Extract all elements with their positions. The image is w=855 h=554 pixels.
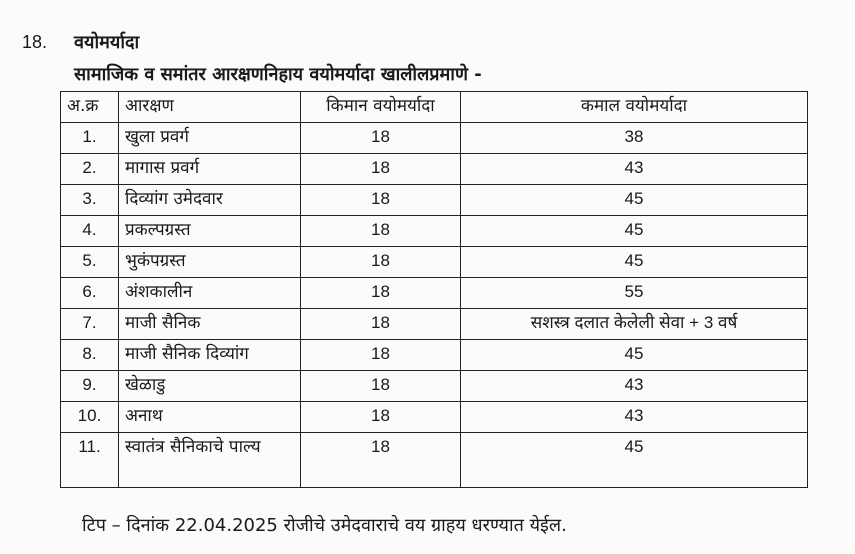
table-row xyxy=(61,340,808,371)
table-row xyxy=(61,185,808,216)
row-category: स्वातंत्र सैनिकाचे पाल्य xyxy=(119,433,301,488)
row-min-age: 18 xyxy=(301,433,461,488)
table-row xyxy=(61,371,808,402)
row-category: माजी सैनिक दिव्यांग xyxy=(119,340,301,371)
row-category: खेळाडु xyxy=(119,371,301,402)
row-serial: 5. xyxy=(61,247,119,278)
row-category: प्रकल्पग्रस्त xyxy=(119,216,301,247)
row-min-age: 18 xyxy=(301,278,461,309)
row-min-age: 18 xyxy=(301,247,461,278)
row-serial: 2. xyxy=(61,154,119,185)
row-max-age: 43 xyxy=(461,154,808,185)
row-serial: 6. xyxy=(61,278,119,309)
table-row xyxy=(61,402,808,433)
row-serial: 7. xyxy=(61,309,119,340)
row-serial: 10. xyxy=(61,402,119,433)
row-category: मागास प्रवर्ग xyxy=(119,154,301,185)
row-min-age: 18 xyxy=(301,340,461,371)
row-max-age: सशस्त्र दलात केलेली सेवा + 3 वर्ष xyxy=(461,309,808,340)
header-min-age: किमान वयोमर्यादा xyxy=(301,92,461,123)
row-serial: 3. xyxy=(61,185,119,216)
section-number: 18. xyxy=(22,32,48,52)
row-min-age: 18 xyxy=(301,154,461,185)
section-subtitle: सामाजिक व समांतर आरक्षणनिहाय वयोमर्यादा खालीलप्रमाणे - xyxy=(74,64,482,85)
table-header-row xyxy=(61,92,808,123)
row-category: दिव्यांग उमेदवार xyxy=(119,185,301,216)
section-title: वयोमर्यादा xyxy=(74,32,140,53)
row-max-age: 38 xyxy=(461,123,808,154)
table-row xyxy=(61,216,808,247)
row-max-age: 45 xyxy=(461,433,808,488)
row-serial: 1. xyxy=(61,123,119,154)
row-max-age: 43 xyxy=(461,402,808,433)
row-min-age: 18 xyxy=(301,123,461,154)
table-row xyxy=(61,433,808,488)
row-min-age: 18 xyxy=(301,402,461,433)
row-min-age: 18 xyxy=(301,309,461,340)
row-category: खुला प्रवर्ग xyxy=(119,123,301,154)
table-row xyxy=(61,154,808,185)
footnote: टिप – दिनांक 22.04.2025 रोजीचे उमेदवाराचे वय ग्राहय धरण्यात येईल. xyxy=(82,515,567,536)
header-max-age: कमाल वयोमर्यादा xyxy=(461,92,808,123)
section-heading xyxy=(22,30,139,54)
row-serial: 9. xyxy=(61,371,119,402)
row-category: अंशकालीन xyxy=(119,278,301,309)
row-category: माजी सैनिक xyxy=(119,309,301,340)
table-row xyxy=(61,278,808,309)
age-limit-table xyxy=(60,91,808,488)
table-row xyxy=(61,123,808,154)
row-max-age: 45 xyxy=(461,185,808,216)
row-serial: 8. xyxy=(61,340,119,371)
header-serial: अ.क्र xyxy=(61,92,119,123)
row-max-age: 43 xyxy=(461,371,808,402)
table-row xyxy=(61,247,808,278)
row-serial: 4. xyxy=(61,216,119,247)
row-max-age: 45 xyxy=(461,340,808,371)
table-row xyxy=(61,309,808,340)
header-category: आरक्षण xyxy=(119,92,301,123)
row-category: अनाथ xyxy=(119,402,301,433)
row-max-age: 45 xyxy=(461,216,808,247)
row-serial: 11. xyxy=(61,433,119,488)
row-max-age: 45 xyxy=(461,247,808,278)
row-min-age: 18 xyxy=(301,185,461,216)
row-min-age: 18 xyxy=(301,371,461,402)
row-category: भुकंपग्रस्त xyxy=(119,247,301,278)
row-max-age: 55 xyxy=(461,278,808,309)
row-min-age: 18 xyxy=(301,216,461,247)
